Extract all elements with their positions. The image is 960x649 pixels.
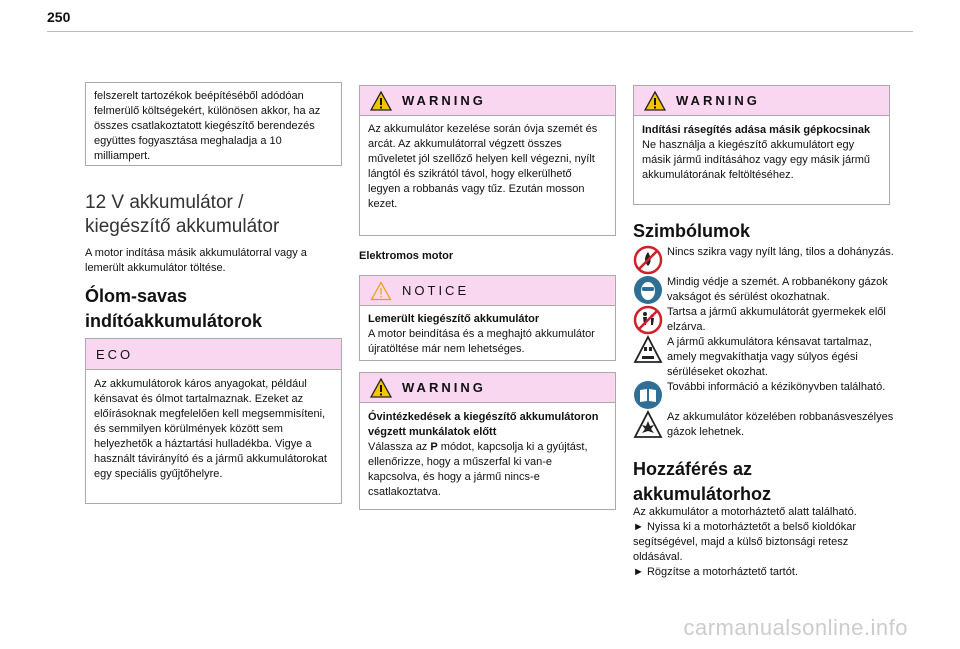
page-title-line1: 12 V akkumulátor / xyxy=(85,192,244,213)
warning-text-1: Az akkumulátor kezelése során óvja szemét és arcát. Az akkumulátorral végzett összes műveletet jól szellőző helyen kell végezni, nyílt lángtól és szikrától távol, hogy elkerülhető legyen a robbanás vagy tűz. Ezután mosson kezet. xyxy=(368,123,598,210)
symbol-text: A jármű akkumulátora kénsavat tartalmaz, amely megvakíthatja vagy súlyos égési sérüléseket okozhat. xyxy=(667,336,872,378)
lead-acid-heading-line2: indítóakkumulátorok xyxy=(85,311,263,331)
watermark: carmanualsonline.info xyxy=(683,615,908,640)
symbol-text: Az akkumulátor közelében robbanásveszélyes gázok lehetnek. xyxy=(667,411,894,438)
battery-access-heading-line2: akkumulátorhoz xyxy=(633,484,772,504)
symbol-row xyxy=(633,305,895,335)
notice-label: NOTICE xyxy=(402,283,470,298)
symbols-list xyxy=(633,245,895,440)
symbol-text: Tartsa a jármű akkumulátorát gyermekek elől elzárva. xyxy=(667,306,886,333)
acid-warning-icon xyxy=(633,335,663,365)
page-title-line2: kiegészítő akkumulátor xyxy=(85,216,280,237)
warning-text-3: Ne használja a kiegészítő akkumulátort egy másik jármű indításához vagy egy másik jármű akkumulátorának feltöltéséhez. xyxy=(642,139,871,181)
lead-acid-heading xyxy=(85,285,345,332)
eco-header xyxy=(86,339,341,370)
symbol-row xyxy=(633,335,895,380)
warning-title-2: Óvintézkedések a kiegészítő akkumulátoron végzett munkálatok előtt xyxy=(368,411,599,438)
notice-title: Lemerült kiegészítő akkumulátor xyxy=(368,313,540,325)
warning-text-2 xyxy=(368,440,607,500)
warning-body-2 xyxy=(360,403,615,508)
warning-body-3 xyxy=(634,116,889,191)
warning-header-2 xyxy=(360,373,615,403)
warning-text-2-a: Válassza az xyxy=(368,441,431,453)
warning-box-2 xyxy=(359,372,616,510)
symbol-row xyxy=(633,380,895,410)
symbol-row xyxy=(633,275,895,305)
symbols-heading: Szimbólumok xyxy=(633,221,751,241)
battery-access-step-2: ► Rögzítse a motorháztető tartót. xyxy=(633,566,798,578)
page-number: 250 xyxy=(47,9,71,25)
warning-triangle-icon xyxy=(370,378,392,398)
no-fire-icon xyxy=(633,245,663,275)
notice-triangle-icon xyxy=(370,281,392,301)
notice-box xyxy=(359,275,616,361)
face-protection-icon xyxy=(633,275,663,305)
warning-box-3 xyxy=(633,85,890,205)
manual-icon xyxy=(633,380,663,410)
symbol-row xyxy=(633,245,895,275)
page-title xyxy=(85,192,355,238)
warning-triangle-icon xyxy=(370,91,392,111)
intro-continuation-text: felszerelt tartozékok beépítéséből adódóan felmerülő költségekért, különösen akkor, ha az összes csatlakoztatott kiegészítő berendezés együttes fogyasztása meghaladja a 10 milliampert. xyxy=(94,90,321,162)
battery-access-paragraph: Az akkumulátor a motorháztető alatt található. xyxy=(633,506,857,518)
symbol-text: További információ a kézikönyvben található. xyxy=(667,381,886,393)
battery-access-text xyxy=(633,505,893,580)
warning-label-3: WARNING xyxy=(676,93,760,108)
intro-continuation-box xyxy=(85,82,342,166)
battery-access-step-1: ► Nyissa ki a motorháztetőt a belső kioldókar segítségével, majd a külső biztonsági retesz oldásával. xyxy=(633,521,857,563)
warning-header-3 xyxy=(634,86,889,116)
explosive-gas-icon xyxy=(633,410,663,440)
symbol-text: Nincs szikra vagy nyílt láng, tilos a dohányzás. xyxy=(667,246,894,258)
warning-triangle-icon xyxy=(644,91,666,111)
warning-label-1: WARNING xyxy=(402,93,486,108)
notice-text: A motor beindítása és a meghajtó akkumulátor újratöltése már nem lehetséges. xyxy=(368,328,595,355)
eco-label: ECO xyxy=(96,346,134,362)
symbol-row xyxy=(633,410,895,440)
intro-paragraph: A motor indítása másik akkumulátorral vagy a lemerült akkumulátor töltése. xyxy=(85,247,307,274)
warning-text-2-p: P xyxy=(430,441,438,453)
warning-title-3: Indítási rásegítés adása másik gépkocsinak xyxy=(642,124,871,136)
warning-label-2: WARNING xyxy=(402,380,486,395)
battery-access-heading-line1: Hozzáférés az xyxy=(633,459,753,479)
keep-away-children-icon xyxy=(633,305,663,335)
eco-text: Az akkumulátorok káros anyagokat, például kénsavat és ólmot tartalmaznak. Ezeket az előírásoknak megfelelően kell megsemmisíteni, és semmilyen körülmények között sem helyezhetők a háztartási hulladékba. Vigye a használt távirányító és a jármű akkumulátorokat egy speciális gyűjtőhelyre. xyxy=(94,378,327,480)
notice-header xyxy=(360,276,615,306)
warning-header-1 xyxy=(360,86,615,116)
lead-acid-heading-line1: Ólom-savas xyxy=(85,286,188,306)
warning-text-2-b: módot, kapcsolja ki a gyújtást, ellenőrizze, hogy a műszerfal ki van-e kapcsolva, és hogy a jármű nincs-e csatlakoztatva. xyxy=(368,441,588,498)
symbol-text: Mindig védje a szemét. A robbanékony gázok vakságot és sérülést okozhatnak. xyxy=(667,276,888,303)
header-rule xyxy=(47,31,913,32)
notice-body xyxy=(360,306,615,365)
eco-box xyxy=(85,338,342,504)
warning-box-1 xyxy=(359,85,616,236)
electric-motor-heading: Elektromos motor xyxy=(359,250,454,262)
battery-access-heading xyxy=(633,458,895,505)
